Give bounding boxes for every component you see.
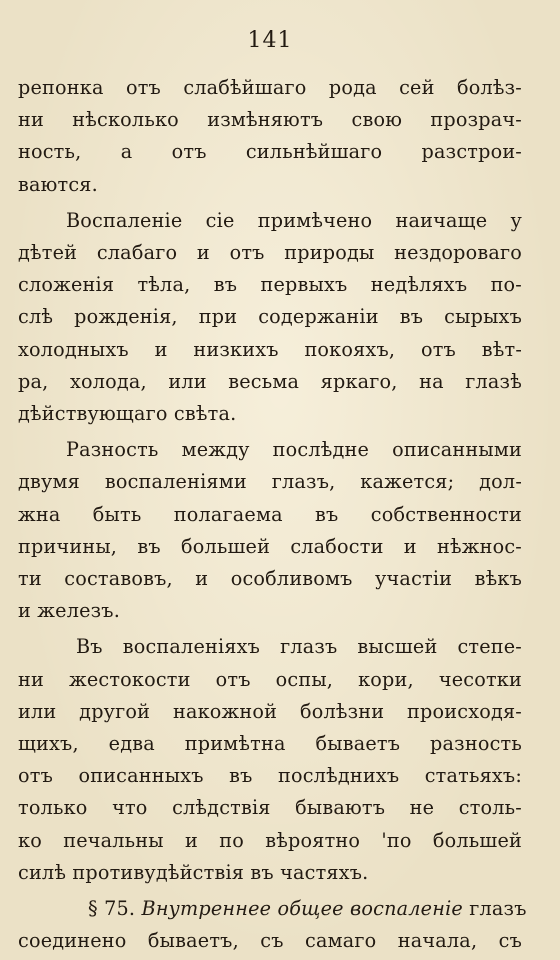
text-line: отъ описанныхъ въ послѣднихъ статьяхъ: [18, 764, 522, 788]
text-line: двумя воспаленіями глазъ, кажется; дол- [18, 470, 522, 494]
section-line-tail: глазъ [469, 897, 527, 921]
text-line: силѣ противудѣйствія въ частяхъ. [18, 860, 369, 884]
text-line: дѣйствующаго свѣта. [18, 402, 237, 426]
text-line: дѣтей слабаго и отъ природы нездороваго [18, 241, 522, 265]
text-line: ность, а отъ сильнѣйшаго разстрои- [18, 140, 522, 164]
section-heading-line [18, 893, 527, 925]
text-line: слѣ рожденія, при содержаніи въ сырыхъ [18, 305, 522, 329]
text-line: ра, холода, или весьма яркаго, на глазѣ [18, 369, 522, 393]
paragraph-4 [18, 631, 522, 889]
text-line: репонка отъ слабѣйшаго рода сей болѣз- [18, 76, 522, 99]
paragraph-2 [18, 205, 522, 430]
text-line: соединено бываетъ, съ самаго начала, съ [18, 929, 522, 953]
text-line: Въ воспаленіяхъ глазъ высшей степе- [76, 635, 522, 659]
text-line: ти составовъ, и особливомъ участіи вѣкъ [18, 567, 522, 591]
text-line: Воспаленіе сіе примѣчено наичаще у [66, 208, 522, 232]
section-mark: § 75. [88, 897, 136, 921]
page-number: 141 [247, 28, 293, 53]
text-line: холодныхъ и низкихъ покояхъ, отъ вѣт- [18, 337, 522, 361]
section-italic-phrase: Внутреннее общее воспаленіе [141, 897, 463, 921]
paragraph-1 [18, 72, 522, 201]
text-line: или другой накожной болѣзни происходя- [18, 699, 522, 723]
text-line: ни нѣсколько измѣняютъ свою прозрач- [18, 108, 522, 132]
text-line: ни жестокости отъ оспы, кори, чесотки [18, 667, 522, 691]
text-line: Разность между послѣдне описанными [66, 438, 522, 462]
text-line: ваются. [18, 172, 98, 196]
text-line: и железъ. [18, 599, 121, 623]
text-line: причины, въ большей слабости и нѣжнос- [18, 534, 522, 558]
text-line: только что слѣдствія бываютъ не столь- [18, 796, 522, 820]
text-line: щихъ, едва примѣтна бываетъ разность [18, 732, 522, 756]
paragraph-3 [18, 434, 522, 627]
text-line: жна быть полагаема въ собственности [18, 502, 522, 526]
text-line: сложенія тѣла, въ первыхъ недѣляхъ по- [18, 273, 522, 297]
paragraph-5 [18, 893, 527, 957]
text-line: ко печальны и по вѣроятно 'по большей [18, 828, 522, 852]
